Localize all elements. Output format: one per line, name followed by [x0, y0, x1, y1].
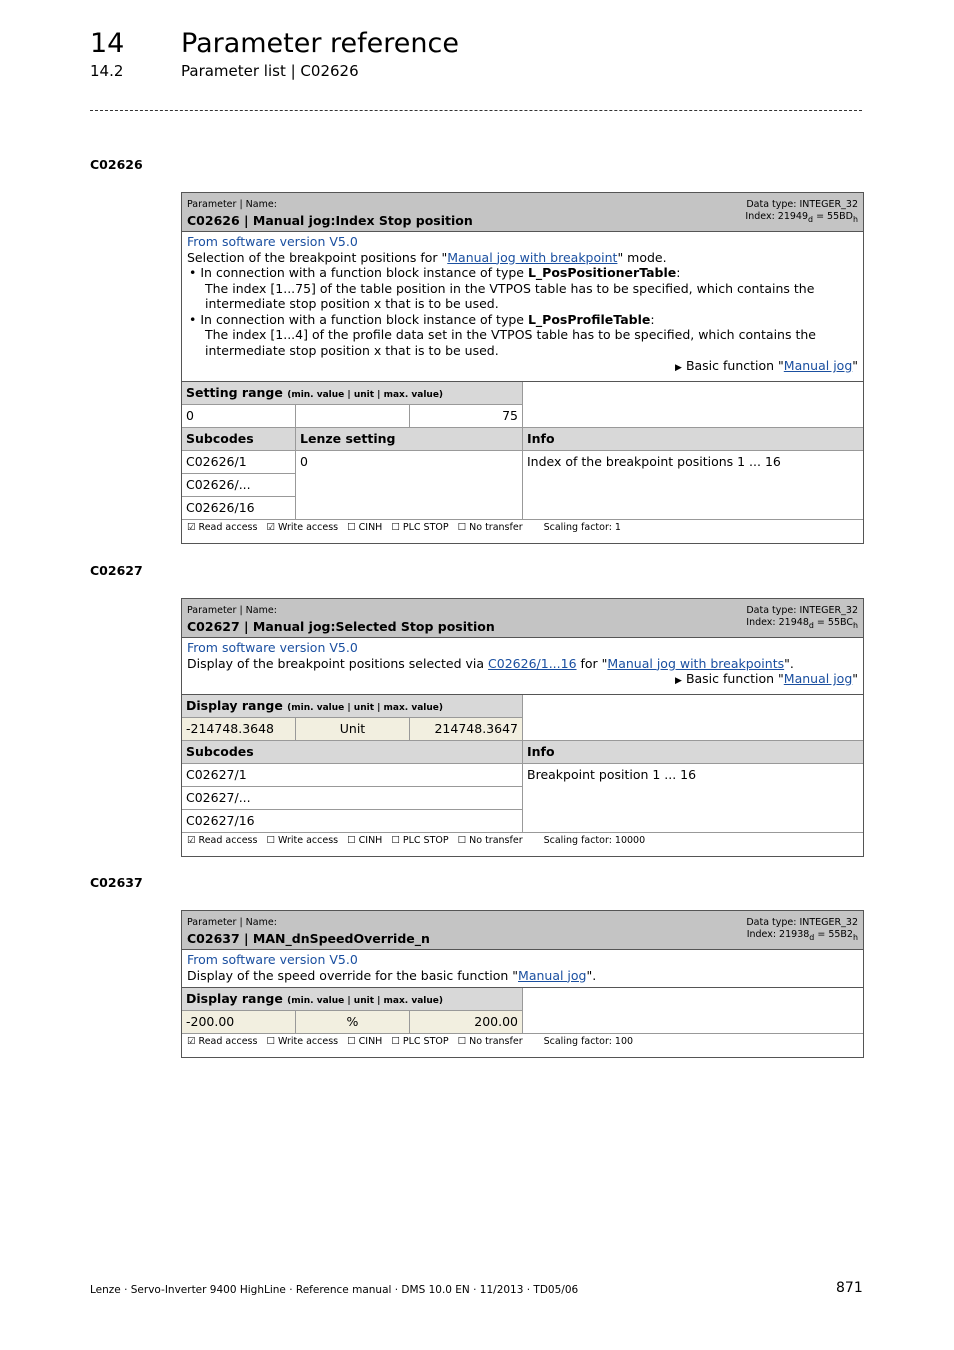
param-index: Index: $21948_d = 55BC_h$ — [746, 617, 858, 630]
param-name-label: Parameter | Name: — [187, 917, 277, 928]
range-min: 0 — [182, 405, 296, 428]
subcode-row: C02627/1 — [182, 764, 523, 787]
param-description — [182, 232, 863, 382]
range-empty — [523, 695, 863, 741]
footer-text: Lenze · Servo-Inverter 9400 HighLine · Reference manual · DMS 10.0 EN · 11/2013 · TD05/06 — [90, 1284, 579, 1296]
info-header: Info — [523, 428, 863, 451]
access-legend: ☑ Read access ☑ Write access ☐ CINH ☐ PLC STOP ☐ No transfer Scaling factor: 1 — [187, 521, 621, 533]
data-type: Data type: INTEGER_32 — [746, 199, 858, 210]
info-header: Info — [523, 741, 863, 764]
manual-jog-breakpoints-link[interactable]: Manual jog with breakpoints — [607, 655, 785, 671]
param-table-c02627 — [181, 598, 864, 857]
subcode-row: C02627/16 — [182, 810, 523, 833]
section-number: 14.2 — [90, 62, 124, 80]
software-version: From software version V5.0 — [187, 234, 358, 249]
subcode-row: C02626/16 — [182, 497, 296, 520]
range-max: 75 — [410, 405, 523, 428]
param-name-label: Parameter | Name: — [187, 199, 277, 210]
param-table-header — [182, 193, 863, 232]
subcode-row: C02627/... — [182, 787, 523, 810]
param-heading: C02637 — [90, 875, 143, 890]
param-description — [182, 950, 863, 988]
bullet-item: • In connection with a function block instance of type L_PosProfileTable: The index [1...4] of the profile data set in the VTPOS table has to be specified, which contains the intermediate stop position x that is to be used. — [189, 311, 816, 358]
param-grid — [182, 382, 863, 543]
range-title: Display range (min. value | unit | max. value) — [182, 695, 523, 718]
description-text: Display of the speed override for the basic function "Manual jog". — [187, 967, 597, 983]
chapter-title: Parameter reference — [181, 28, 459, 59]
description-text: Selection of the breakpoint positions for "Manual jog with breakpoint" mode. — [187, 249, 667, 265]
range-empty — [523, 988, 863, 1034]
param-name-label: Parameter | Name: — [187, 605, 277, 616]
manual-jog-link[interactable]: Manual jog — [783, 671, 853, 686]
description-text: Display of the breakpoint positions selected via C02626/1...16 for "Manual jog with breakpoints". — [187, 655, 794, 671]
range-unit: % — [296, 1011, 410, 1034]
header-divider — [90, 110, 862, 111]
param-index: Index: $21938_d = 55B2_h$ — [746, 929, 858, 942]
data-type: Data type: INTEGER_32 — [746, 605, 858, 616]
manual-jog-link[interactable]: Manual jog — [518, 967, 587, 983]
subcodes-header: Subcodes — [182, 428, 296, 451]
range-title: Display range (min. value | unit | max. value) — [182, 988, 523, 1011]
param-description — [182, 638, 863, 695]
manual-jog-breakpoint-link[interactable]: Manual jog with breakpoint — [447, 249, 618, 265]
range-min: -214748.3648 — [182, 718, 296, 741]
param-heading: C02627 — [90, 563, 143, 578]
range-min: -200.00 — [182, 1011, 296, 1034]
range-title: Setting range (min. value | unit | max. value) — [182, 382, 523, 405]
page-number: 871 — [836, 1280, 863, 1296]
subcodes-header: Subcodes — [182, 741, 523, 764]
param-table-c02637 — [181, 910, 864, 1058]
param-grid — [182, 695, 863, 856]
param-table-c02626 — [181, 192, 864, 544]
range-max: 214748.3647 — [410, 718, 523, 741]
lenze-setting-value: 0 — [296, 451, 523, 520]
subcode-row: C02626/1 — [182, 451, 296, 474]
chapter-number: 14 — [90, 28, 125, 59]
info-value: Index of the breakpoint positions 1 ... 16 — [523, 451, 863, 520]
info-value: Breakpoint position 1 ... 16 — [523, 764, 863, 833]
software-version: From software version V5.0 — [187, 952, 358, 967]
lenze-setting-header: Lenze setting — [296, 428, 523, 451]
range-empty — [523, 382, 863, 428]
param-grid — [182, 988, 863, 1057]
data-type: Data type: INTEGER_32 — [746, 917, 858, 928]
basic-function-ref: ▶ Basic function "Manual jog" — [675, 671, 858, 686]
section-title: Parameter list | C02626 — [181, 62, 359, 80]
range-max: 200.00 — [410, 1011, 523, 1034]
triangle-right-icon: ▶ — [675, 676, 682, 686]
triangle-right-icon: ▶ — [675, 363, 682, 373]
param-name: C02626 | Manual jog:Index Stop position — [187, 213, 473, 228]
param-table-header — [182, 599, 863, 638]
range-unit — [296, 405, 410, 428]
manual-jog-link[interactable]: Manual jog — [783, 358, 853, 373]
param-index: Index: $21949_d = 55BD_h$ — [745, 211, 858, 224]
param-heading: C02626 — [90, 157, 143, 172]
software-version: From software version V5.0 — [187, 640, 358, 655]
basic-function-ref: ▶ Basic function "Manual jog" — [675, 358, 858, 373]
param-table-header — [182, 911, 863, 950]
bullet-item: • In connection with a function block instance of type L_PosPositionerTable: The index [1...75] of the table position in the VTPOS table has to be specified, which contains the intermediate stop position x that is to be used. — [189, 265, 815, 311]
c02626-link[interactable]: C02626/1...16 — [488, 655, 577, 671]
access-legend: ☑ Read access ☐ Write access ☐ CINH ☐ PLC STOP ☐ No transfer Scaling factor: 100 — [187, 1036, 634, 1047]
range-unit: Unit — [296, 718, 410, 741]
access-legend: ☑ Read access ☐ Write access ☐ CINH ☐ PLC STOP ☐ No transfer Scaling factor: 10000 — [187, 834, 646, 846]
param-name: C02627 | Manual jog:Selected Stop position — [187, 619, 495, 634]
subcode-row: C02626/... — [182, 474, 296, 497]
param-name: C02637 | MAN_dnSpeedOverride_n — [187, 931, 430, 946]
